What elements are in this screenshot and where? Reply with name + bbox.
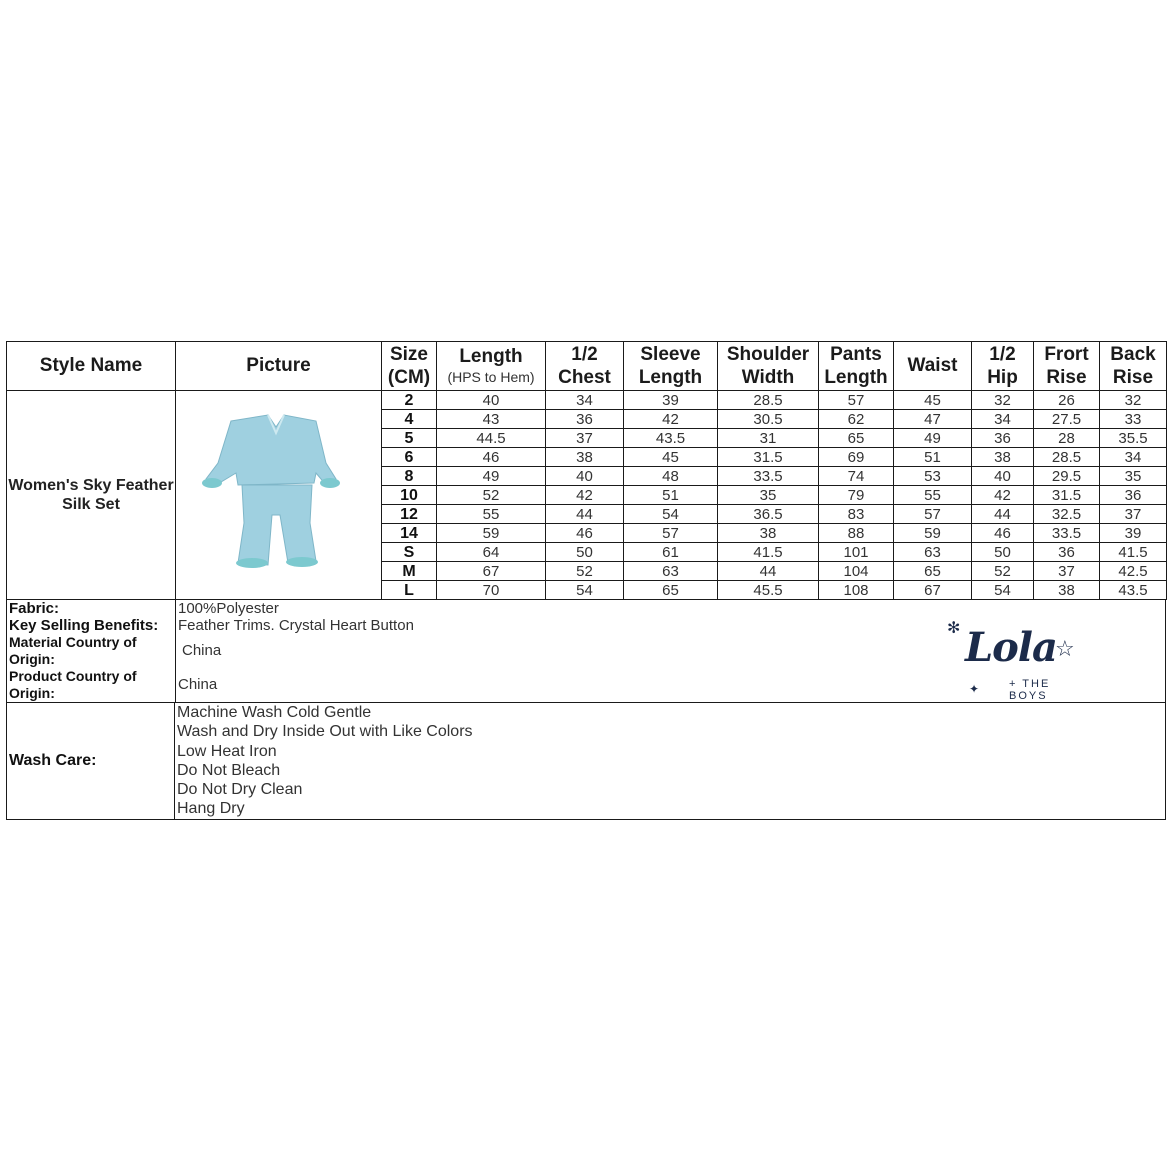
measure-cell: 36: [1100, 486, 1167, 505]
measure-cell: 36: [546, 410, 624, 429]
measure-cell: 63: [894, 543, 972, 562]
measure-cell: 65: [819, 429, 894, 448]
measure-cell: 38: [718, 524, 819, 543]
measure-cell: 52: [972, 562, 1034, 581]
measure-cell: 43.5: [1100, 581, 1167, 600]
measure-cell: 33.5: [718, 467, 819, 486]
measure-cell: 37: [546, 429, 624, 448]
measure-cell: 48: [624, 467, 718, 486]
header-half-hip: 1/2 Hip: [972, 342, 1034, 391]
measure-cell: 41.5: [1100, 543, 1167, 562]
measure-cell: 59: [894, 524, 972, 543]
measure-cell: 34: [1100, 448, 1167, 467]
measure-cell: 46: [437, 448, 546, 467]
product-origin-value: China: [178, 676, 218, 693]
measure-cell: 101: [819, 543, 894, 562]
measure-cell: 40: [437, 391, 546, 410]
measure-cell: 67: [894, 581, 972, 600]
style-name-cell: Women's Sky Feather Silk Set: [7, 391, 176, 600]
benefits-label: Key Selling Benefits:: [9, 617, 159, 634]
measure-cell: 44: [546, 505, 624, 524]
measure-cell: 35.5: [1100, 429, 1167, 448]
measure-cell: 53: [894, 467, 972, 486]
measure-cell: 57: [624, 524, 718, 543]
measure-cell: 63: [624, 562, 718, 581]
measure-cell: 44: [972, 505, 1034, 524]
size-cell: 5: [382, 429, 437, 448]
measure-cell: 27.5: [1034, 410, 1100, 429]
wash-care-instructions: [175, 703, 1165, 819]
header-half-chest: 1/2 Chest: [546, 342, 624, 391]
wash-care-line: Do Not Dry Clean: [177, 781, 303, 799]
measure-cell: 51: [624, 486, 718, 505]
measure-cell: 79: [819, 486, 894, 505]
measure-cell: 62: [819, 410, 894, 429]
measure-cell: 42.5: [1100, 562, 1167, 581]
measure-cell: 37: [1034, 562, 1100, 581]
measure-cell: 52: [437, 486, 546, 505]
fabric-label: Fabric:: [9, 600, 60, 617]
measure-cell: 59: [437, 524, 546, 543]
measure-cell: 42: [546, 486, 624, 505]
measure-cell: 43: [437, 410, 546, 429]
logo-script: Lola: [965, 624, 1057, 671]
measure-cell: 51: [894, 448, 972, 467]
size-cell: L: [382, 581, 437, 600]
asterisk-icon: ✻: [947, 620, 961, 637]
table-row: [7, 391, 1167, 410]
measure-cell: 40: [546, 467, 624, 486]
star-outline-icon: ☆: [1055, 636, 1075, 661]
size-chart-body: [7, 391, 1167, 600]
header-shoulder-width: Shoulder Width: [718, 342, 819, 391]
measure-cell: 61: [624, 543, 718, 562]
measure-cell: 33: [1100, 410, 1167, 429]
measure-cell: 38: [972, 448, 1034, 467]
material-origin-value: China: [182, 642, 222, 659]
measure-cell: 28.5: [718, 391, 819, 410]
measure-cell: 108: [819, 581, 894, 600]
measure-cell: 54: [624, 505, 718, 524]
measure-cell: 29.5: [1034, 467, 1100, 486]
header-pants-length: Pants Length: [819, 342, 894, 391]
header-size: Size (CM): [382, 342, 437, 391]
measure-cell: 57: [819, 391, 894, 410]
measure-cell: 45: [894, 391, 972, 410]
measure-cell: 35: [718, 486, 819, 505]
measure-cell: 31: [718, 429, 819, 448]
measure-cell: 104: [819, 562, 894, 581]
fabric-value: 100%Polyester: [178, 600, 279, 617]
measure-cell: 37: [1100, 505, 1167, 524]
measure-cell: 32: [1100, 391, 1167, 410]
measure-cell: 50: [546, 543, 624, 562]
picture-cell: [176, 391, 382, 600]
measure-cell: 33.5: [1034, 524, 1100, 543]
measure-cell: 46: [546, 524, 624, 543]
measure-cell: 42: [624, 410, 718, 429]
size-chart-table: [6, 341, 1167, 600]
measure-cell: 44.5: [437, 429, 546, 448]
header-picture: Picture: [176, 342, 382, 391]
measure-cell: 45: [624, 448, 718, 467]
wash-care-line: Do Not Bleach: [177, 761, 281, 779]
size-cell: 6: [382, 448, 437, 467]
logo-tagline: + THE BOYS: [1009, 678, 1051, 702]
measure-cell: 45.5: [718, 581, 819, 600]
measure-cell: 54: [972, 581, 1034, 600]
measure-cell: 65: [894, 562, 972, 581]
header-length: Length (HPS to Hem): [437, 342, 546, 391]
measure-cell: 88: [819, 524, 894, 543]
measure-cell: 30.5: [718, 410, 819, 429]
header-waist: Waist: [894, 342, 972, 391]
measure-cell: 41.5: [718, 543, 819, 562]
measure-cell: 69: [819, 448, 894, 467]
brand-logo: [947, 618, 1087, 702]
measure-cell: 34: [546, 391, 624, 410]
measure-cell: 40: [972, 467, 1034, 486]
header-front-rise: Frort Rise: [1034, 342, 1100, 391]
measure-cell: 47: [894, 410, 972, 429]
size-cell: 14: [382, 524, 437, 543]
measure-cell: 46: [972, 524, 1034, 543]
measure-cell: 55: [437, 505, 546, 524]
header-back-rise: Back Rise: [1100, 342, 1167, 391]
size-chart-sheet: [6, 341, 1166, 820]
measure-cell: 26: [1034, 391, 1100, 410]
measure-cell: 83: [819, 505, 894, 524]
measure-cell: 43.5: [624, 429, 718, 448]
size-cell: 4: [382, 410, 437, 429]
measure-cell: 36: [1034, 543, 1100, 562]
measure-cell: 31.5: [718, 448, 819, 467]
measure-cell: 57: [894, 505, 972, 524]
product-origin-label: Product Country of Origin:: [9, 668, 137, 701]
wash-care-label: Wash Care:: [7, 703, 175, 819]
measure-cell: 44: [718, 562, 819, 581]
measure-cell: 70: [437, 581, 546, 600]
measure-cell: 28.5: [1034, 448, 1100, 467]
measure-cell: 65: [624, 581, 718, 600]
measure-cell: 32.5: [1034, 505, 1100, 524]
measure-cell: 32: [972, 391, 1034, 410]
product-info: [6, 600, 1166, 820]
size-cell: 8: [382, 467, 437, 486]
measure-cell: 34: [972, 410, 1034, 429]
measure-cell: 54: [546, 581, 624, 600]
measure-cell: 39: [1100, 524, 1167, 543]
header-style-name: Style Name: [7, 342, 176, 391]
measure-cell: 39: [624, 391, 718, 410]
header-sleeve-length: Sleeve Length: [624, 342, 718, 391]
measure-cell: 42: [972, 486, 1034, 505]
measure-cell: 36: [972, 429, 1034, 448]
measure-cell: 49: [894, 429, 972, 448]
star-icon: ✦: [969, 682, 980, 696]
wash-care-line: Wash and Dry Inside Out with Like Colors: [177, 723, 473, 741]
measure-cell: 64: [437, 543, 546, 562]
material-origin-label: Material Country of Origin:: [9, 634, 137, 667]
measure-cell: 50: [972, 543, 1034, 562]
measure-cell: 49: [437, 467, 546, 486]
wash-care-line: Machine Wash Cold Gentle: [177, 704, 372, 721]
measure-cell: 67: [437, 562, 546, 581]
measure-cell: 74: [819, 467, 894, 486]
size-cell: S: [382, 543, 437, 562]
measure-cell: 36.5: [718, 505, 819, 524]
size-cell: M: [382, 562, 437, 581]
header-row: [7, 342, 1167, 391]
size-cell: 10: [382, 486, 437, 505]
wash-care-line: Low Heat Iron: [177, 742, 277, 760]
wash-care-line: Hang Dry: [177, 800, 245, 818]
pajama-set-image: [176, 393, 382, 593]
size-cell: 2: [382, 391, 437, 410]
measure-cell: 38: [1034, 581, 1100, 600]
measure-cell: 28: [1034, 429, 1100, 448]
benefits-value: Feather Trims. Crystal Heart Button: [178, 617, 414, 634]
measure-cell: 52: [546, 562, 624, 581]
measure-cell: 35: [1100, 467, 1167, 486]
size-cell: 12: [382, 505, 437, 524]
measure-cell: 38: [546, 448, 624, 467]
measure-cell: 55: [894, 486, 972, 505]
measure-cell: 31.5: [1034, 486, 1100, 505]
info-labels: [7, 600, 176, 702]
